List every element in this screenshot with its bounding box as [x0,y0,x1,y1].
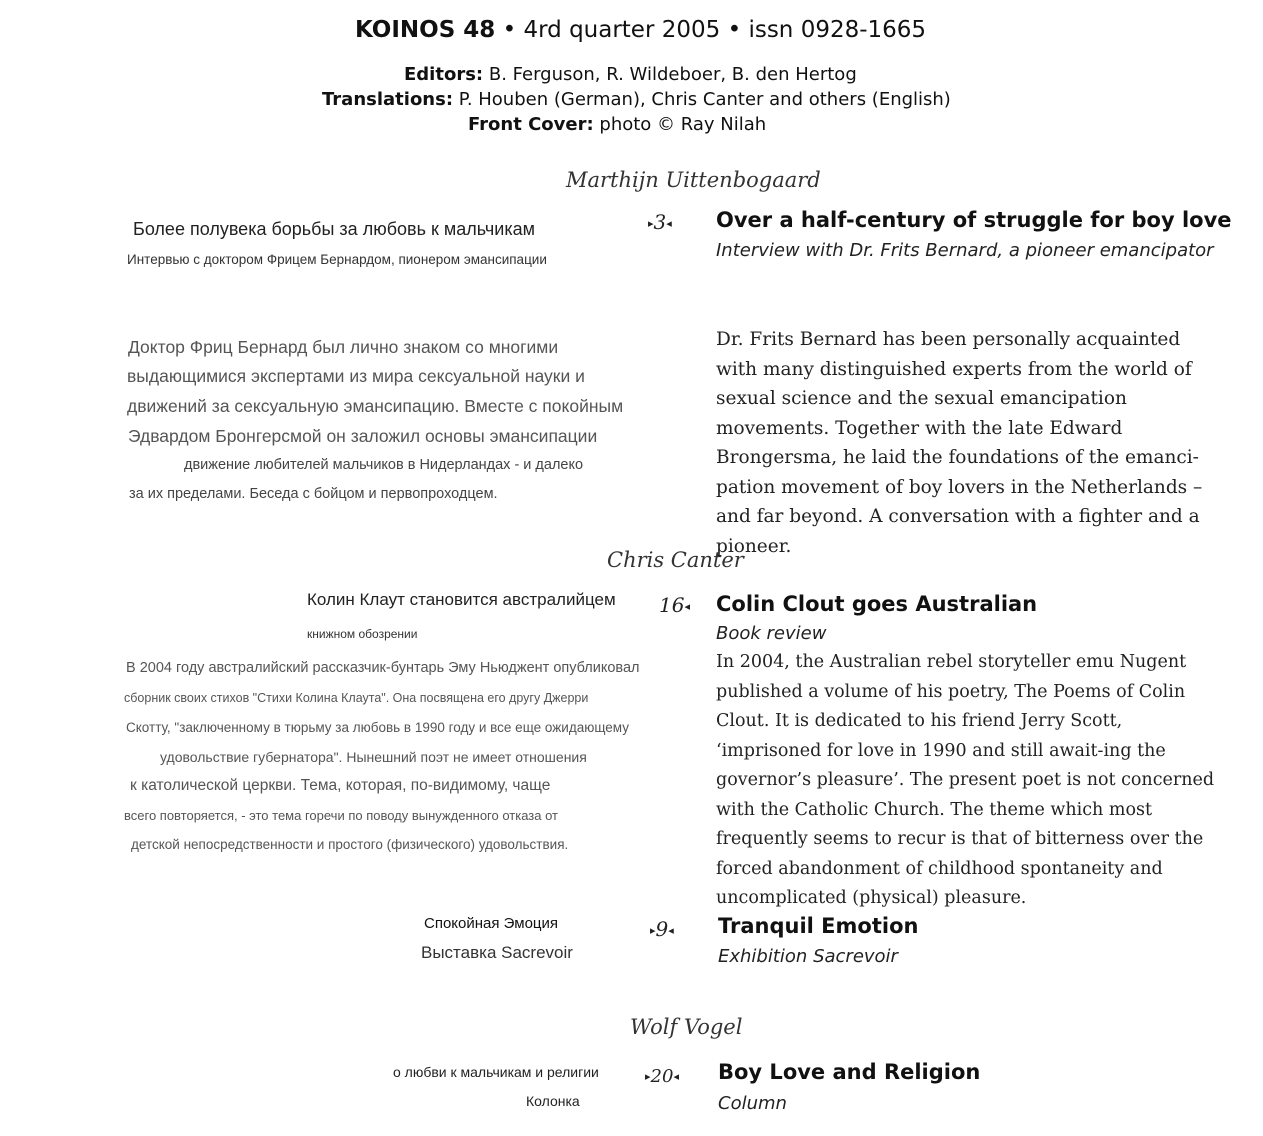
article-body-en: In 2004, the Australian rebel storyteller emu Nugent published a volume of his poetry, The Poems of Colin Clout. It is dedicated to his friend Jerry Scott, ‘imprisoned for love in 1990 and still await-ing the governor’s pleasure’. The present poet is not concerned with the Catholic Church. The theme which most frequently seems to recur is that of bitterness over the forced abandonment of childhood spontaneity and uncomplicated (physical) pleasure. [716,652,1215,908]
article-page-number [650,917,674,941]
article-title-ru: Более полувека борьбы за любовь к мальчикам [133,219,535,239]
front-cover-label: Front Cover: [468,114,594,135]
article-body-ru-line: движений за сексуальную эмансипацию. Вместе с покойным [127,396,624,416]
translations-line [322,89,951,110]
article-subtitle-ru: Колонка [526,1093,580,1109]
article-body-ru-line: детской непосредственности и простого (физического) удовольствия. [131,837,569,852]
page-number: 3 [653,210,667,234]
article-body-en: Dr. Frits Bernard has been personally acquainted with many distinguished experts from the world of sexual science and the sexual emancipation movements. Together with the late Edward Brongersma, he laid the foundations of the emanci-pation movement of boy lovers in the Netherlands – and far beyond. A conversation with a fighter and a pioneer. [716,329,1203,557]
editors-value: B. Ferguson, R. Wildeboer, B. den Hertog [483,64,857,85]
pointer-left-icon: ◂ [666,217,672,230]
article-body-ru-line: всего повторяется, - это тема горечи по поводу вынужденного отказа от [124,808,559,823]
article-page-number [645,1066,679,1087]
article-title-en: Tranquil Emotion [718,914,919,938]
article-subtitle-en: Interview with Dr. Frits Bernard, a pioneer emancipator [716,240,1214,261]
article-body-ru-line: к католической церкви. Тема, которая, по-видимому, чаще [130,777,551,794]
article-title-en: Boy Love and Religion [718,1060,981,1084]
article-page-number [659,593,690,617]
article-title-ru: о любви к мальчикам и религии [393,1064,599,1080]
masthead-issue: KOINOS 48 [355,17,496,43]
article-body-ru-line: за их пределами. Беседа с бойцом и первопроходцем. [129,486,498,502]
page-number: 20 [650,1066,674,1087]
article-page-number [648,210,672,234]
article-body-ru-line: Доктор Фриц Бернард был лично знаком со многими [128,337,559,357]
front-cover-line [468,114,766,135]
page-number: 16 [659,593,685,617]
pointer-right-icon: ▸ [650,924,656,937]
article-author: Chris Canter [607,548,744,572]
article-subtitle-en: Book review [716,623,827,644]
article-title-ru: Колин Клаут становится австралийцем [307,590,616,609]
article-subtitle-en: Column [718,1093,787,1114]
article-subtitle-ru: Выставка Sacrevoir [421,943,573,962]
page-number: 9 [655,917,669,941]
pointer-right-icon: ▸ [648,217,654,230]
article-body-ru-line: движение любителей мальчиков в Нидерландах - и далеко [184,457,584,473]
translations-label: Translations: [322,89,454,110]
article-title-en: Colin Clout goes Australian [716,592,1038,616]
article-body-ru-line: Скотту, "заключенному в тюрьму за любовь в 1990 году и все еще ожидающему [126,720,629,735]
article-body-ru-line: В 2004 году австралийский рассказчик-бунтарь Эму Ньюджент опубликовал [126,660,640,676]
article-author: Marthijn Uittenbogaard [566,168,821,192]
editors-line [404,64,857,85]
pointer-left-icon: ◂ [684,600,690,613]
translations-value: P. Houben (German), Chris Canter and others (English) [453,89,951,110]
masthead [355,17,926,43]
pointer-left-icon: ◂ [668,924,674,937]
article-body-ru-line: сборник своих стихов "Стихи Колина Клаута". Она посвящена его другу Джерри [124,691,589,705]
article-body-ru-line: удовольствие губернатора". Нынешний поэт не имеет отношения [160,749,587,765]
front-cover-value: photo © Ray Nilah [593,114,767,135]
article-subtitle-ru: книжном обозрении [307,627,418,641]
article-subtitle-en: Exhibition Sacrevoir [718,946,898,967]
article-body-ru-line: Эдвардом Бронгерсмой он заложил основы эмансипации [128,426,598,446]
pointer-left-icon: ◂ [673,1070,679,1083]
article-title-en: Over a half-century of struggle for boy love [716,208,1232,232]
pointer-right-icon: ▸ [645,1070,651,1083]
masthead-details: • 4rd quarter 2005 • issn 0928-1665 [495,17,927,43]
editors-label: Editors: [404,64,484,85]
article-subtitle-ru: Интервью с доктором Фрицем Бернардом, пионером эмансипации [127,252,547,267]
article-author: Wolf Vogel [630,1015,743,1039]
article-body-ru-line: выдающимися экспертами из мира сексуальной науки и [127,366,585,386]
article-title-ru: Спокойная Эмоция [424,915,559,932]
